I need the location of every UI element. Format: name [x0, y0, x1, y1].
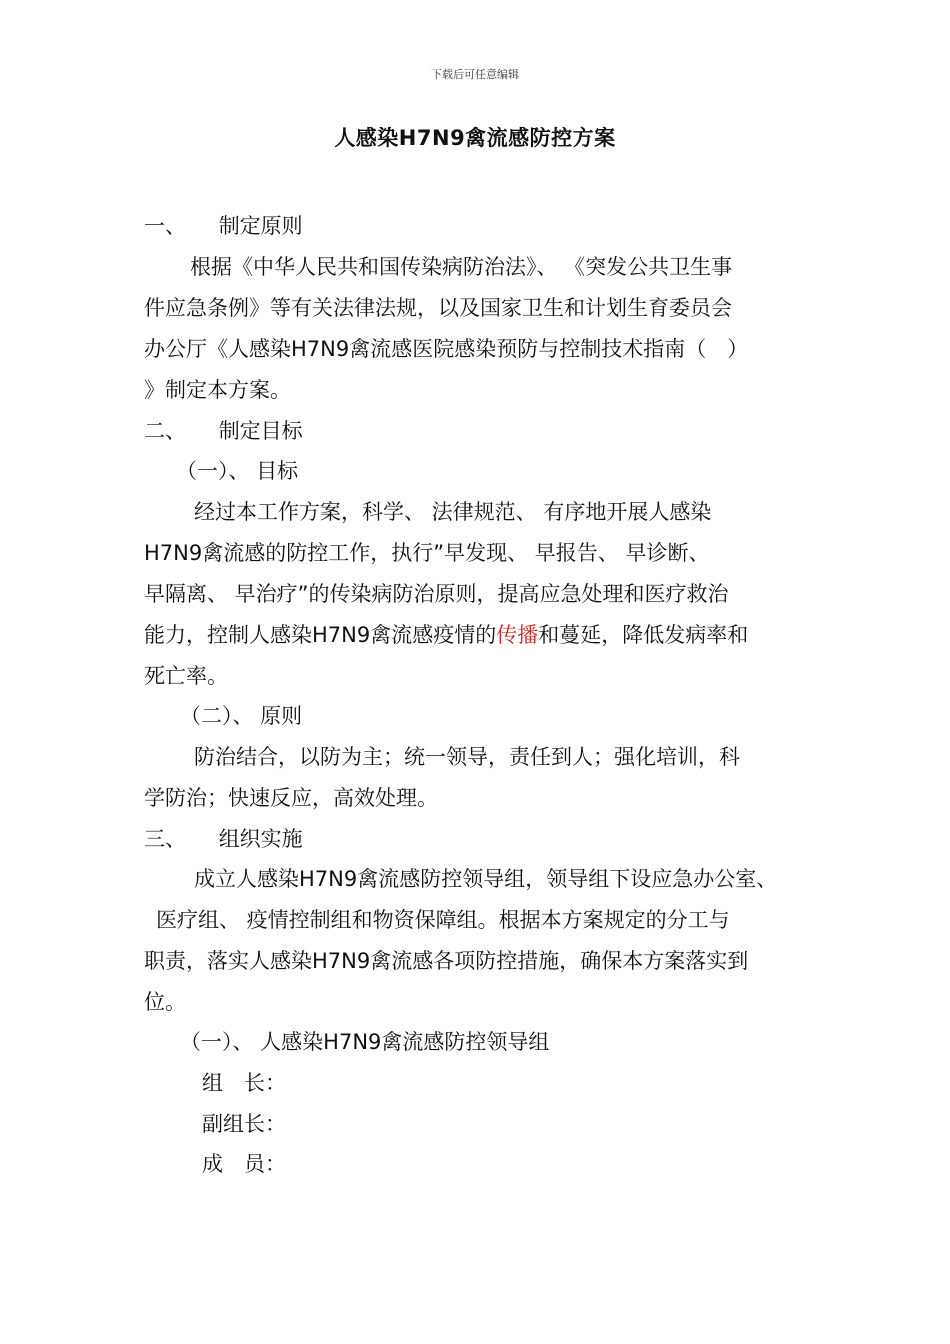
- section-1-title: 制定原则: [218, 214, 303, 238]
- section-2-para-line: 早隔离、 早治疗”的传染病防治原则，提高应急处理和医疗救治: [144, 582, 729, 606]
- subsection-3-1-heading: （一）、 人感染H7N9禽流感防控领导组: [180, 1030, 550, 1054]
- section-2-heading: [144, 417, 303, 445]
- section-1-para-line: 根据《中华人民共和国传染病防治法》、 《突发公共卫生事: [190, 255, 733, 279]
- section-1-para-line: 件应急条例》等有关法律法规，以及国家卫生和计划生育委员会: [144, 296, 732, 320]
- section-2-para-line: 防治结合，以防为主；统一领导，责任到人；强化培训，科: [194, 745, 740, 769]
- section-3-para-line: 医疗组、 疫情控制组和物资保障组。根据本方案规定的分工与: [156, 908, 730, 932]
- section-1-number: 一、: [144, 214, 186, 238]
- section-2-para-line: H7N9禽流感的防控工作，执行”早发现、 早报告、 早诊断、: [144, 541, 710, 565]
- page-header: 下载后可任意编辑: [431, 68, 519, 81]
- leader-label: 组 长：: [202, 1071, 286, 1095]
- deputy-leader-label: 副组长：: [202, 1112, 286, 1136]
- members-label: 成 员：: [202, 1152, 286, 1176]
- section-3-para-line: 位。: [144, 990, 186, 1014]
- subsection-2-2-heading: （二）、 原则: [180, 704, 303, 728]
- section-3-heading: [144, 825, 303, 853]
- section-3-para-line: 职责，落实人感染H7N9禽流感各项防控措施，确保本方案落实到: [144, 949, 749, 973]
- section-1-heading: [144, 212, 303, 240]
- section-3-para-line: 成立人感染H7N9禽流感防控领导组，领导组下设应急办公室、: [194, 867, 778, 891]
- text-segment: 和蔓延，降低发病率和: [538, 623, 749, 647]
- document-title: 人感染H7N9禽流感防控方案: [334, 126, 616, 150]
- section-2-title: 制定目标: [218, 419, 303, 443]
- highlighted-word: 传播: [496, 623, 539, 647]
- section-2-number: 二、: [144, 419, 186, 443]
- section-3-title: 组织实施: [218, 827, 303, 851]
- section-3-number: 三、: [144, 827, 186, 851]
- section-2-para-line: 经过本工作方案，科学、 法律规范、 有序地开展人感染: [194, 500, 712, 524]
- section-2-para-line: 学防治；快速反应，高效处理。: [144, 786, 438, 810]
- text-segment: 能力，控制人感染H7N9禽流感疫情的: [144, 623, 497, 647]
- subsection-2-1-heading: （一）、 目标: [176, 459, 299, 483]
- section-1-para-line: 办公厅《人感染H7N9禽流感医院感染预防与控制技术指南（ ）: [144, 337, 749, 361]
- section-2-para-line: [144, 621, 748, 649]
- section-1-para-line: 》制定本方案。: [144, 378, 291, 402]
- section-2-para-line: 死亡率。: [144, 664, 228, 688]
